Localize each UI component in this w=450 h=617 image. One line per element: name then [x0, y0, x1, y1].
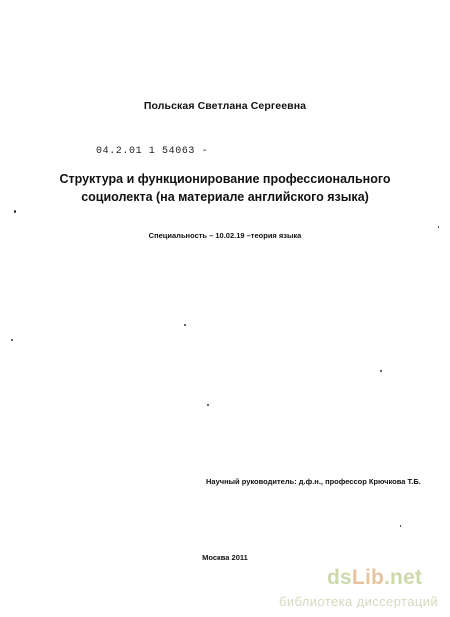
- dissertation-title: [40, 170, 410, 206]
- dslib-watermark-logo: [327, 566, 422, 590]
- catalog-stamp: [96, 146, 208, 157]
- scan-speck: [184, 324, 186, 326]
- specialty-line: Специальность – 10.02.19 –теория языка: [148, 231, 302, 240]
- title-line-1: Структура и функционирование профессионального: [59, 172, 391, 186]
- scan-speck: [380, 370, 382, 372]
- scan-speck: [438, 226, 439, 228]
- scan-speck: [14, 210, 16, 213]
- author-name: Польская Светлана Сергеевна: [143, 100, 307, 112]
- logo-part-net: .net: [384, 566, 423, 589]
- scientific-advisor: Научный руководитель: д.ф.н., профессор Крючкова Т.Б.: [206, 477, 421, 486]
- title-line-2: социолекта (на материале английского языка): [81, 190, 369, 204]
- place-and-year: Москва 2011: [202, 553, 248, 562]
- scan-speck: [207, 404, 209, 406]
- logo-part-lib: Lib: [351, 566, 385, 589]
- logo-part-ds: ds: [327, 566, 352, 589]
- catalog-stamp-mark: -: [201, 146, 209, 157]
- scan-speck: [400, 525, 401, 527]
- scan-speck: [11, 339, 13, 341]
- catalog-stamp-number: 04.2.01 1 54063: [96, 146, 196, 157]
- dslib-watermark-subtitle: библиотека диссертаций: [279, 594, 439, 609]
